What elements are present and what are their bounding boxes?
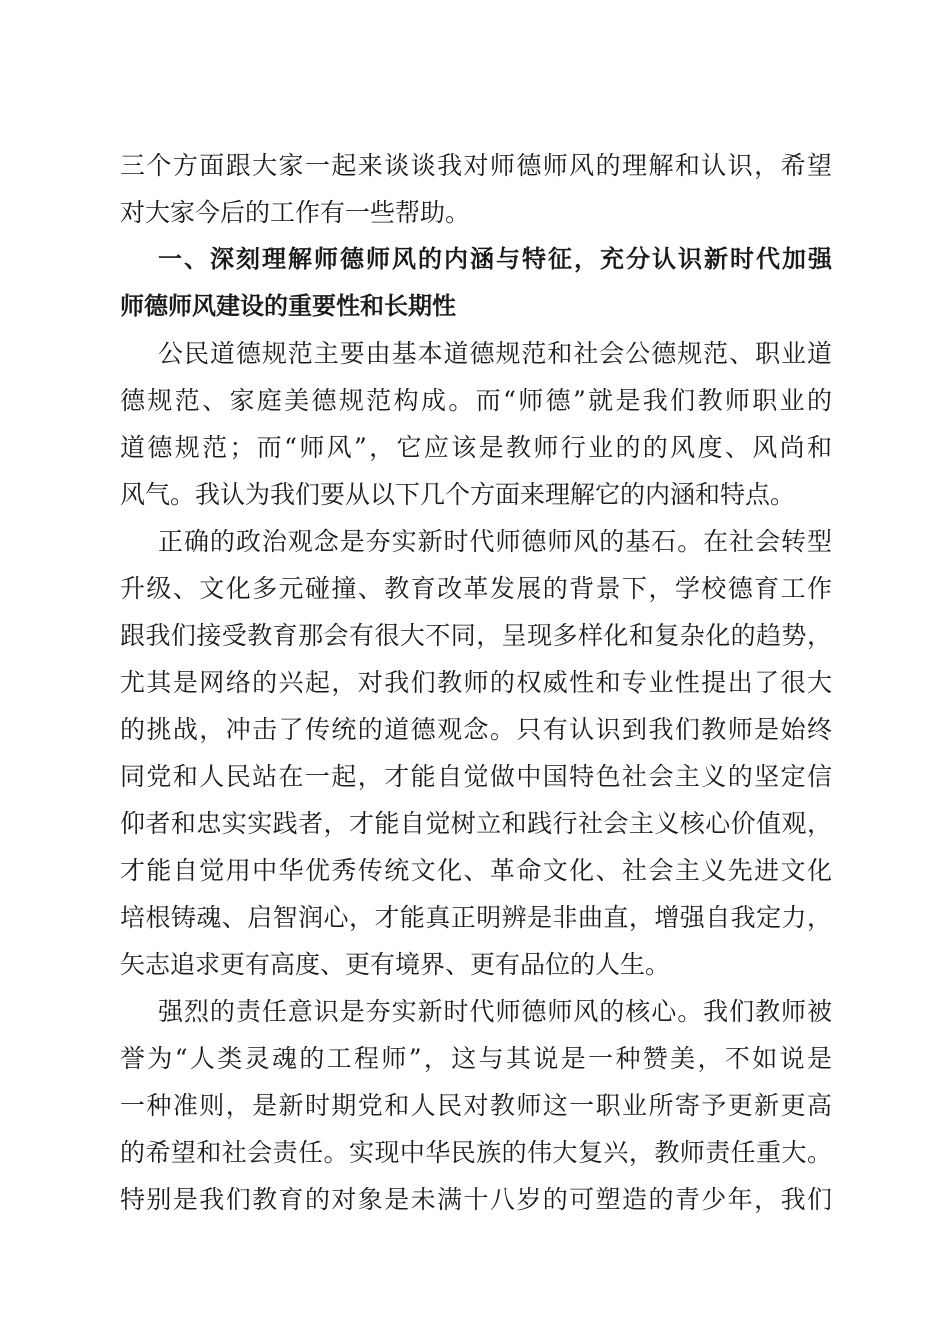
paragraph-line: 风气。我认为我们要从以下几个方面来理解它的内涵和特点。: [120, 480, 796, 509]
paragraph-line: 培根铸魂、启智润心，才能真正明辨是非曲直，增强自我定力，: [120, 903, 832, 932]
paragraph-line: 一种准则，是新时期党和人民对教师这一职业所寄予更新更高: [120, 1091, 832, 1120]
paragraph-line: 公民道德规范主要由基本道德规范和社会公德规范、职业道: [158, 339, 832, 368]
paragraph-line: 道德规范；而“师风”，它应该是教师行业的的风度、风尚和: [120, 433, 832, 462]
paragraph-line: 同党和人民站在一起，才能自觉做中国特色社会主义的坚定信: [120, 762, 832, 791]
section-heading-line: 师德师风建设的重要性和长期性: [120, 292, 456, 320]
paragraph-line: 特别是我们教育的对象是未满十八岁的可塑造的青少年，我们: [120, 1185, 832, 1214]
paragraph-line: 升级、文化多元碰撞、教育改革发展的背景下，学校德育工作: [120, 574, 832, 603]
paragraph-line: 正确的政治观念是夯实新时代师德师风的基石。在社会转型: [158, 527, 832, 556]
paragraph-line: 的挑战，冲击了传统的道德观念。只有认识到我们教师是始终: [120, 715, 832, 744]
document-body: [120, 142, 832, 1223]
paragraph-line: 才能自觉用中华优秀传统文化、革命文化、社会主义先进文化: [120, 856, 832, 885]
paragraph-line: 的希望和社会责任。实现中华民族的伟大复兴，教师责任重大。: [120, 1138, 832, 1167]
section-heading-line: 一、深刻理解师德师风的内涵与特征，充分认识新时代加强: [158, 245, 832, 273]
paragraph-line: 三个方面跟大家一起来谈谈我对师德师风的理解和认识，希望: [120, 151, 832, 180]
paragraph-line: 尤其是网络的兴起，对我们教师的权威性和专业性提出了很大: [120, 668, 832, 697]
paragraph-line: 誉为“人类灵魂的工程师”，这与其说是一种赞美，不如说是: [120, 1044, 832, 1073]
paragraph-line: 德规范、家庭美德规范构成。而“师德”就是我们教师职业的: [120, 386, 832, 415]
paragraph-line: 矢志追求更有高度、更有境界、更有品位的人生。: [120, 950, 671, 979]
paragraph-line: 对大家今后的工作有一些帮助。: [120, 198, 471, 227]
paragraph-line: 跟我们接受教育那会有很大不同，呈现多样化和复杂化的趋势，: [120, 621, 832, 650]
paragraph-line: 仰者和忠实实践者，才能自觉树立和践行社会主义核心价值观，: [120, 809, 832, 838]
paragraph-line: 强烈的责任意识是夯实新时代师德师风的核心。我们教师被: [158, 997, 832, 1026]
